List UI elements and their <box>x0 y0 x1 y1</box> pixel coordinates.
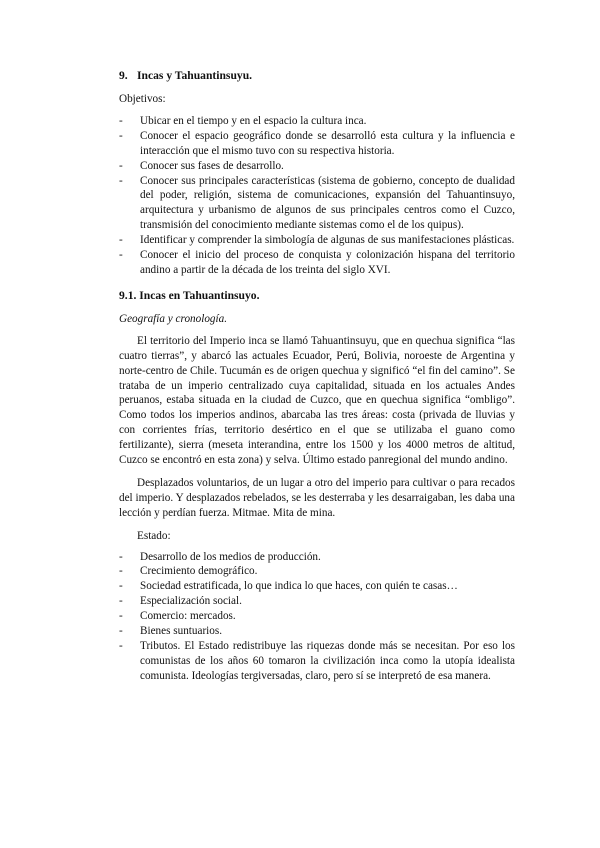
objective-text: Conocer sus fases de desarrollo. <box>140 159 284 172</box>
estado-text: Comercio: mercados. <box>140 610 236 623</box>
list-item <box>119 233 515 248</box>
bullet-dash: - <box>119 234 123 247</box>
list-item <box>119 129 515 159</box>
paragraph-text: Desplazados voluntarios, de un lugar a otro del imperio para cultivar o para recados del imperio. Y desplazados rebelados, se les desterraba y les desarraigaban, les daba una lección y perdían fuerza. Mitmae. Mita de mina. <box>119 476 515 519</box>
estado-text: Desarrollo de los medios de producción. <box>140 550 321 563</box>
bullet-dash: - <box>119 249 123 262</box>
bullet-dash: - <box>119 129 123 142</box>
list-item <box>119 624 515 639</box>
bullet-dash: - <box>119 640 123 652</box>
estado-text: Sociedad estratificada, lo que indica lo que haces, con quién te casas… <box>140 580 458 593</box>
list-item <box>119 159 515 174</box>
list-item <box>119 248 515 278</box>
bullet-dash: - <box>119 550 123 563</box>
bullet-dash: - <box>119 610 123 623</box>
bullet-dash: - <box>119 159 123 172</box>
objective-text: Conocer el espacio geográfico donde se desarrolló esta cultura y la influencia e interacción que el mismo tuvo con su respectiva historia. <box>140 129 515 157</box>
objectives-label: Objetivos: <box>119 93 166 105</box>
objective-text: Ubicar en el tiempo y en el espacio la cultura inca. <box>140 114 367 127</box>
bullet-dash: - <box>119 565 123 578</box>
bullet-dash: - <box>119 625 123 638</box>
list-item <box>119 639 515 684</box>
bullet-dash: - <box>119 580 123 593</box>
list-item <box>119 550 515 565</box>
estado-text: Tributos. El Estado redistribuye las riquezas donde más se necesitan. Por eso los comunistas de los años 60 tomaron la civilización inca como la utopía idealista comunista. Ideologías tergiversadas, claro, pero sí se interpretó de esa manera. <box>140 640 515 682</box>
paragraph-territorio <box>119 334 515 468</box>
document-content <box>119 68 515 684</box>
paragraph-desplazados <box>119 476 515 521</box>
section-title: Incas y Tahuantinsuyu. <box>137 69 253 82</box>
estado-text: Especialización social. <box>140 595 242 608</box>
objective-text: Conocer sus principales características (sistema de gobierno, concepto de dualidad del poder, religión, sistema de comunicaciones, expansión del Tahuantinsuyo, arquitectura y urbanismo de algunos de sus principales centros como el Cuzco, transmisión del conocimiento mediante sistemas como el de los quipus). <box>140 174 515 232</box>
estado-label-text: Estado: <box>137 529 171 542</box>
list-item <box>119 174 515 234</box>
section-heading-9 <box>119 68 515 83</box>
section-number: 9. <box>119 69 128 82</box>
bullet-dash: - <box>119 114 123 127</box>
list-item <box>119 594 515 609</box>
subheading-geografia: Geografía y cronología. <box>119 312 228 325</box>
paragraph-text: El territorio del Imperio inca se llamó Tahuantinsuyu, que en quechua significa “las cuatro tierras”, y abarcó las actuales Ecuador, Perú, Bolivia, noroeste de Argentina y norte-centro de Chile. Tucumán es de origen quechua y significó “el fin del camino”. Se trataba de un imperio centralizado cuya capitalidad, situada en los actuales Andes peruanos, estaba situada en la ciudad de Cuzco, que en quechua significa “ombligo”. Como todos los imperios andinos, abarcaba las tres áreas: costa (privada de lluvias y con corrientes frías, territorio desértico en el que se utilizaba el guano como fertilizante), sierra (meseta interandina, entre los 1500 y los 4000 metros de altitud, Cuzco se encontró en esta zona) y selva. Último estado panregional del mundo andino. <box>119 334 515 467</box>
bullet-dash: - <box>119 595 123 608</box>
list-item <box>119 609 515 624</box>
objective-text: Conocer el inicio del proceso de conquista y colonización hispana del territorio andino a partir de la década de los treinta del siglo XVI. <box>140 249 515 276</box>
estado-text: Bienes suntuarios. <box>140 625 223 638</box>
objectives-list <box>119 114 515 278</box>
bullet-dash: - <box>119 174 123 187</box>
estado-label <box>119 529 515 544</box>
estado-list <box>119 550 515 684</box>
section-heading-9-1: 9.1. Incas en Tahuantinsuyo. <box>119 288 260 302</box>
list-item <box>119 564 515 579</box>
list-item <box>119 579 515 594</box>
estado-text: Crecimiento demográfico. <box>140 565 258 578</box>
list-item <box>119 114 515 129</box>
objective-text: Identificar y comprender la simbología de algunas de sus manifestaciones plásticas. <box>140 234 515 247</box>
